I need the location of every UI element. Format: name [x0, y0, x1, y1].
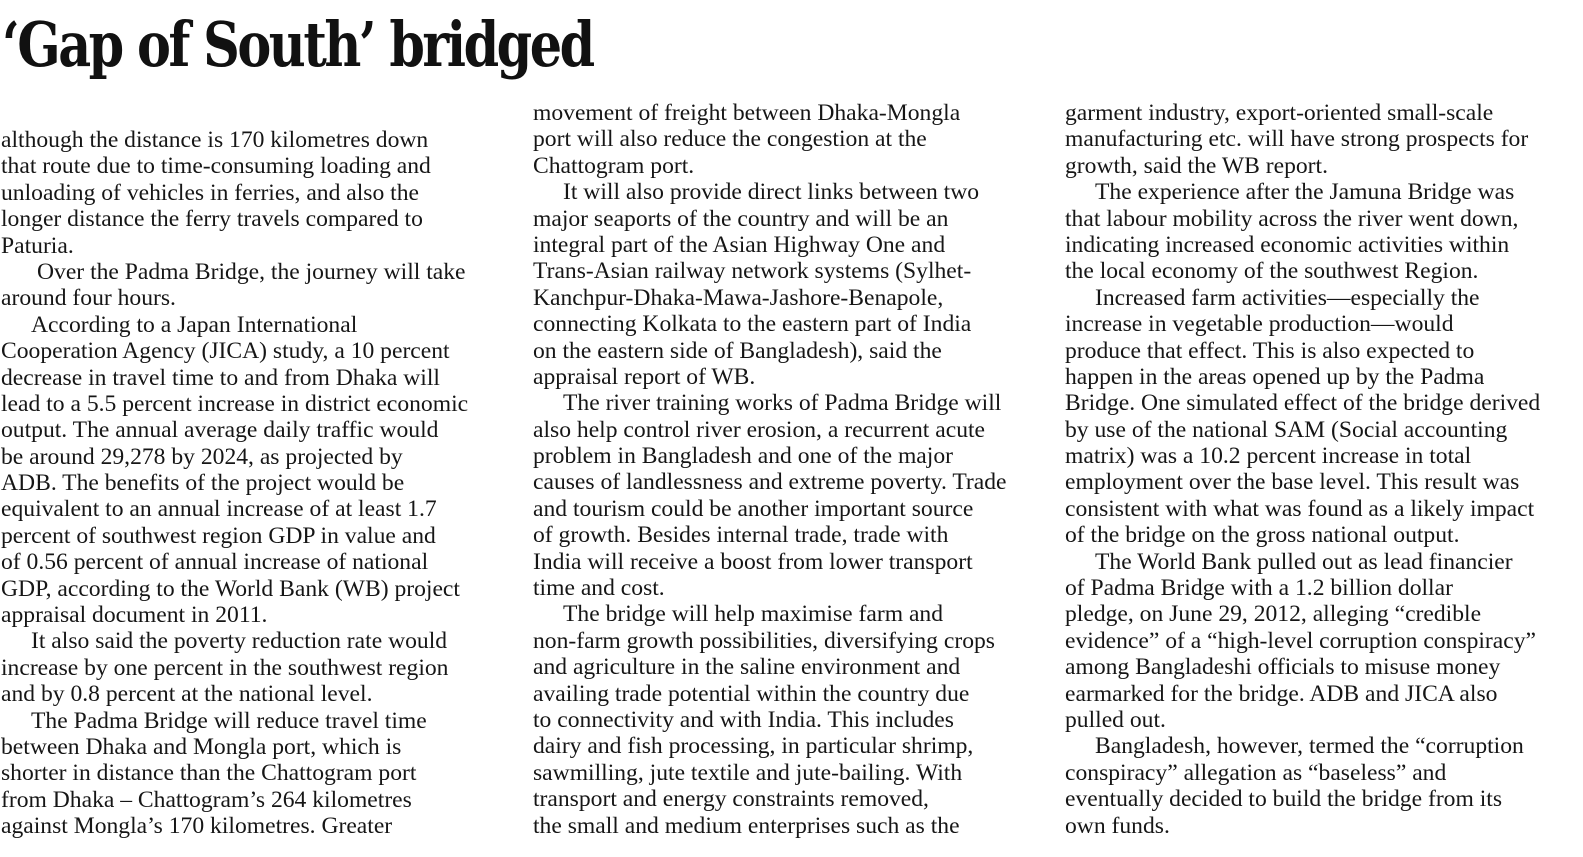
text-line: the small and medium enterprises such as the	[533, 812, 960, 839]
text-line: and agriculture in the saline environment and	[533, 654, 961, 681]
text-line: on the eastern side of Bangladesh), said the	[533, 337, 942, 364]
text-line: around four hours.	[1, 285, 176, 312]
text-line: It also said the poverty reduction rate would	[31, 628, 448, 655]
text-line: Trans-Asian railway network systems (Sylhet-	[533, 258, 972, 285]
text-line: Over the Padma Bridge, the journey will take	[37, 258, 466, 285]
text-line: of growth. Besides internal trade, trade with	[533, 522, 949, 549]
text-line: transport and energy constraints removed,	[533, 786, 929, 813]
text-line: and by 0.8 percent at the national level.	[1, 681, 373, 708]
text-line: equivalent to an annual increase of at least 1.7	[1, 496, 437, 523]
text-line: earmarked for the bridge. ADB and JICA also	[1065, 680, 1498, 707]
text-line: Bridge. One simulated effect of the bridge derived	[1065, 390, 1541, 417]
text-line: happen in the areas opened up by the Padma	[1065, 363, 1485, 390]
text-line: of Padma Bridge with a 1.2 billion dollar	[1065, 575, 1453, 602]
text-line: evidence” of a “high-level corruption conspiracy”	[1065, 627, 1536, 654]
text-line: increase by one percent in the southwest region	[1, 654, 449, 681]
text-line: produce that effect. This is also expected to	[1065, 337, 1475, 364]
text-line: Kanchpur-Dhaka-Mawa-Jashore-Benapole,	[533, 284, 944, 311]
text-line: ADB. The benefits of the project would be	[1, 470, 405, 497]
text-line: and tourism could be another important source	[533, 495, 974, 522]
text-line: movement of freight between Dhaka-Mongla	[533, 100, 961, 126]
text-line: from Dhaka – Chattogram’s 264 kilometres	[1, 786, 412, 813]
text-line: dairy and fish processing, in particular shrimp,	[533, 733, 974, 760]
text-line: Chattogram port.	[533, 152, 695, 179]
text-line: connecting Kolkata to the eastern part of India	[533, 311, 972, 338]
text-line: integral part of the Asian Highway One and	[533, 231, 946, 258]
article-column-3	[1065, 100, 1583, 839]
text-line: problem in Bangladesh and one of the major	[533, 443, 953, 470]
text-line: indicating increased economic activities within	[1065, 231, 1510, 258]
text-line: although the distance is 170 kilometres down	[1, 127, 429, 153]
text-line: by use of the national SAM (Social accounting	[1065, 416, 1508, 443]
text-line: percent of southwest region GDP in value and	[1, 522, 436, 549]
text-line: According to a Japan International	[31, 311, 358, 338]
text-line: The experience after the Jamuna Bridge was	[1095, 179, 1515, 206]
text-line: employment over the base level. This result was	[1065, 469, 1520, 496]
text-line: causes of landlessness and extreme poverty. Trade	[533, 469, 1007, 496]
text-line: that labour mobility across the river went down,	[1065, 205, 1519, 232]
text-line: Increased farm activities—especially the	[1095, 284, 1480, 311]
text-line: time and cost.	[533, 575, 665, 602]
text-line: pulled out.	[1065, 706, 1166, 733]
text-line: Cooperation Agency (JICA) study, a 10 percent	[1, 338, 450, 365]
text-line: between Dhaka and Mongla port, which is	[1, 733, 402, 760]
text-line: lead to a 5.5 percent increase in district economic	[1, 390, 469, 417]
text-line: GDP, according to the World Bank (WB) project	[1, 575, 460, 602]
article-column-2	[533, 100, 1053, 839]
text-line: own funds.	[1065, 812, 1170, 839]
text-line: Paturia.	[1, 232, 74, 259]
text-line: non-farm growth possibilities, diversifying crops	[533, 627, 995, 654]
text-line: The bridge will help maximise farm and	[563, 601, 944, 628]
text-line: The Padma Bridge will reduce travel time	[31, 707, 427, 734]
text-line: be around 29,278 by 2024, as projected by	[1, 443, 403, 470]
article-column-1	[1, 127, 521, 840]
text-line: Bangladesh, however, termed the “corruption	[1095, 733, 1524, 760]
text-line: longer distance the ferry travels compared to	[1, 206, 423, 233]
text-line: matrix) was a 10.2 percent increase in total	[1065, 443, 1472, 470]
text-line: of the bridge on the gross national output.	[1065, 522, 1460, 549]
text-line: shorter in distance than the Chattogram port	[1, 760, 417, 787]
text-line: port will also reduce the congestion at the	[533, 126, 927, 153]
text-line: India will receive a boost from lower transport	[533, 548, 973, 575]
text-line: increase in vegetable production—would	[1065, 311, 1454, 338]
text-line: manufacturing etc. will have strong prospects for	[1065, 126, 1529, 153]
text-line: sawmilling, jute textile and jute-bailing. With	[533, 759, 963, 786]
text-line: decrease in travel time to and from Dhaka will	[1, 364, 440, 391]
text-line: eventually decided to build the bridge from its	[1065, 786, 1503, 813]
text-line: appraisal report of WB.	[533, 363, 756, 390]
text-line: output. The annual average daily traffic would	[1, 417, 439, 444]
text-line: to connectivity and with India. This includes	[533, 706, 954, 733]
text-line: pledge, on June 29, 2012, alleging “credible	[1065, 601, 1482, 628]
text-line: appraisal document in 2011.	[1, 602, 268, 629]
text-line: that route due to time-consuming loading and	[1, 153, 431, 180]
text-line: major seaports of the country and will be an	[533, 205, 949, 232]
text-line: consistent with what was found as a likely impact	[1065, 495, 1535, 522]
article-headline: ‘Gap of South’ bridged	[2, 8, 593, 81]
text-line: availing trade potential within the country due	[533, 680, 970, 707]
text-line: unloading of vehicles in ferries, and also the	[1, 179, 420, 206]
text-line: the local economy of the southwest Region.	[1065, 258, 1479, 285]
text-line: The river training works of Padma Bridge will	[563, 390, 1002, 417]
text-line: against Mongla’s 170 kilometres. Greater	[1, 813, 393, 840]
text-line: growth, said the WB report.	[1065, 152, 1328, 179]
text-line: of 0.56 percent of annual increase of national	[1, 549, 429, 576]
text-line: conspiracy” allegation as “baseless” and	[1065, 759, 1447, 786]
text-line: It will also provide direct links between two	[563, 179, 980, 206]
text-line: also help control river erosion, a recurrent acute	[533, 416, 986, 443]
text-line: among Bangladeshi officials to misuse money	[1065, 654, 1501, 681]
text-line: The World Bank pulled out as lead financier	[1095, 548, 1513, 575]
text-line: garment industry, export-oriented small-scale	[1065, 100, 1494, 126]
